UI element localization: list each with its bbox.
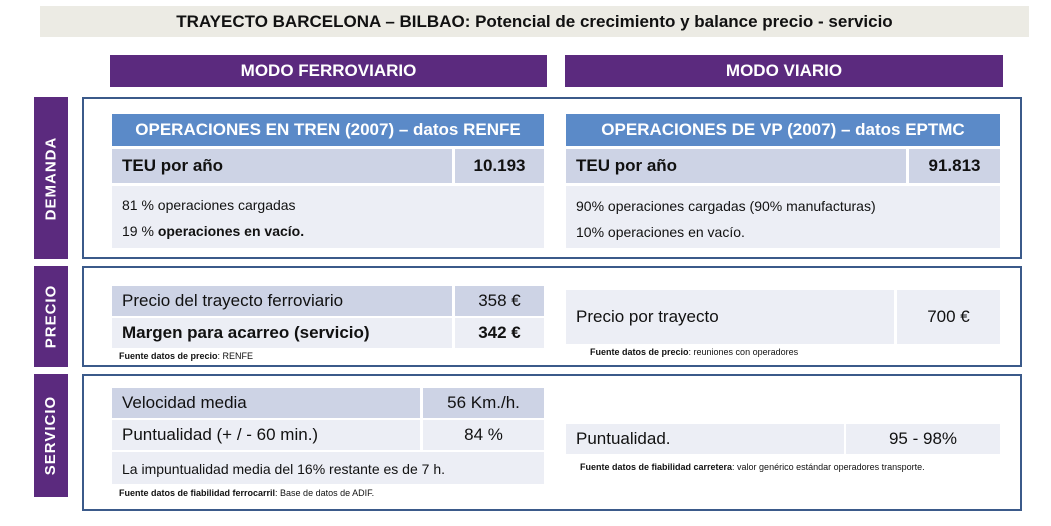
rail-service-note — [112, 452, 544, 484]
rail-punctuality-value: 84 % — [423, 420, 544, 450]
rail-service-source: Fuente datos de fiabilidad ferrocarril: Base de datos de ADIF. — [119, 488, 375, 498]
road-teu-label: TEU por año — [566, 149, 906, 183]
rail-operations-header: OPERACIONES EN TREN (2007) – datos RENFE — [112, 114, 544, 146]
rail-teu-value: 10.193 — [455, 149, 544, 183]
rail-mode-header: MODO FERROVIARIO — [110, 55, 547, 87]
rail-speed-label: Velocidad media — [112, 388, 420, 418]
road-punctuality-label: Puntualidad. — [566, 424, 844, 454]
rail-price-value: 358 € — [455, 286, 544, 316]
rail-punctuality-label: Puntualidad (+ / - 60 min.) — [112, 420, 420, 450]
road-service-source: Fuente datos de fiabilidad carretera: valor genérico estándar operadores transporte. — [580, 462, 925, 472]
road-demand-line2: 10% operaciones en vacío. — [576, 224, 745, 240]
road-teu-value: 91.813 — [909, 149, 1000, 183]
road-price-value: 700 € — [897, 290, 1000, 344]
road-operations-header: OPERACIONES DE VP (2007) – datos EPTMC — [566, 114, 1000, 146]
rail-service-note-text: La impuntualidad media del 16% restante es de 7 h. — [122, 461, 445, 477]
rail-demand-line1: 81 % operaciones cargadas — [122, 197, 296, 213]
rail-speed-value: 56 Km./h. — [423, 388, 544, 418]
page-title: TRAYECTO BARCELONA – BILBAO: Potencial de crecimiento y balance precio - servicio — [40, 6, 1029, 37]
demanda-tab: DEMANDA — [34, 97, 68, 259]
road-demand-line1: 90% operaciones cargadas (90% manufacturas) — [576, 198, 876, 214]
rail-price-source: Fuente datos de precio: RENFE — [119, 351, 254, 361]
rail-margin-label: Margen para acarreo (servicio) — [112, 318, 452, 348]
road-mode-header: MODO VIARIO — [565, 55, 1003, 87]
precio-tab: PRECIO — [34, 266, 68, 367]
servicio-tab: SERVICIO — [34, 374, 68, 497]
road-demand-notes — [566, 186, 1000, 248]
rail-demand-notes — [112, 186, 544, 248]
rail-demand-line2: 19 % operaciones en vacío. — [122, 223, 305, 239]
rail-margin-value: 342 € — [455, 318, 544, 348]
rail-price-label: Precio del trayecto ferroviario — [112, 286, 452, 316]
road-price-label: Precio por trayecto — [566, 290, 894, 344]
road-price-source: Fuente datos de precio: reuniones con operadores — [590, 347, 799, 357]
road-punctuality-value: 95 - 98% — [846, 424, 1000, 454]
rail-teu-label: TEU por año — [112, 149, 452, 183]
